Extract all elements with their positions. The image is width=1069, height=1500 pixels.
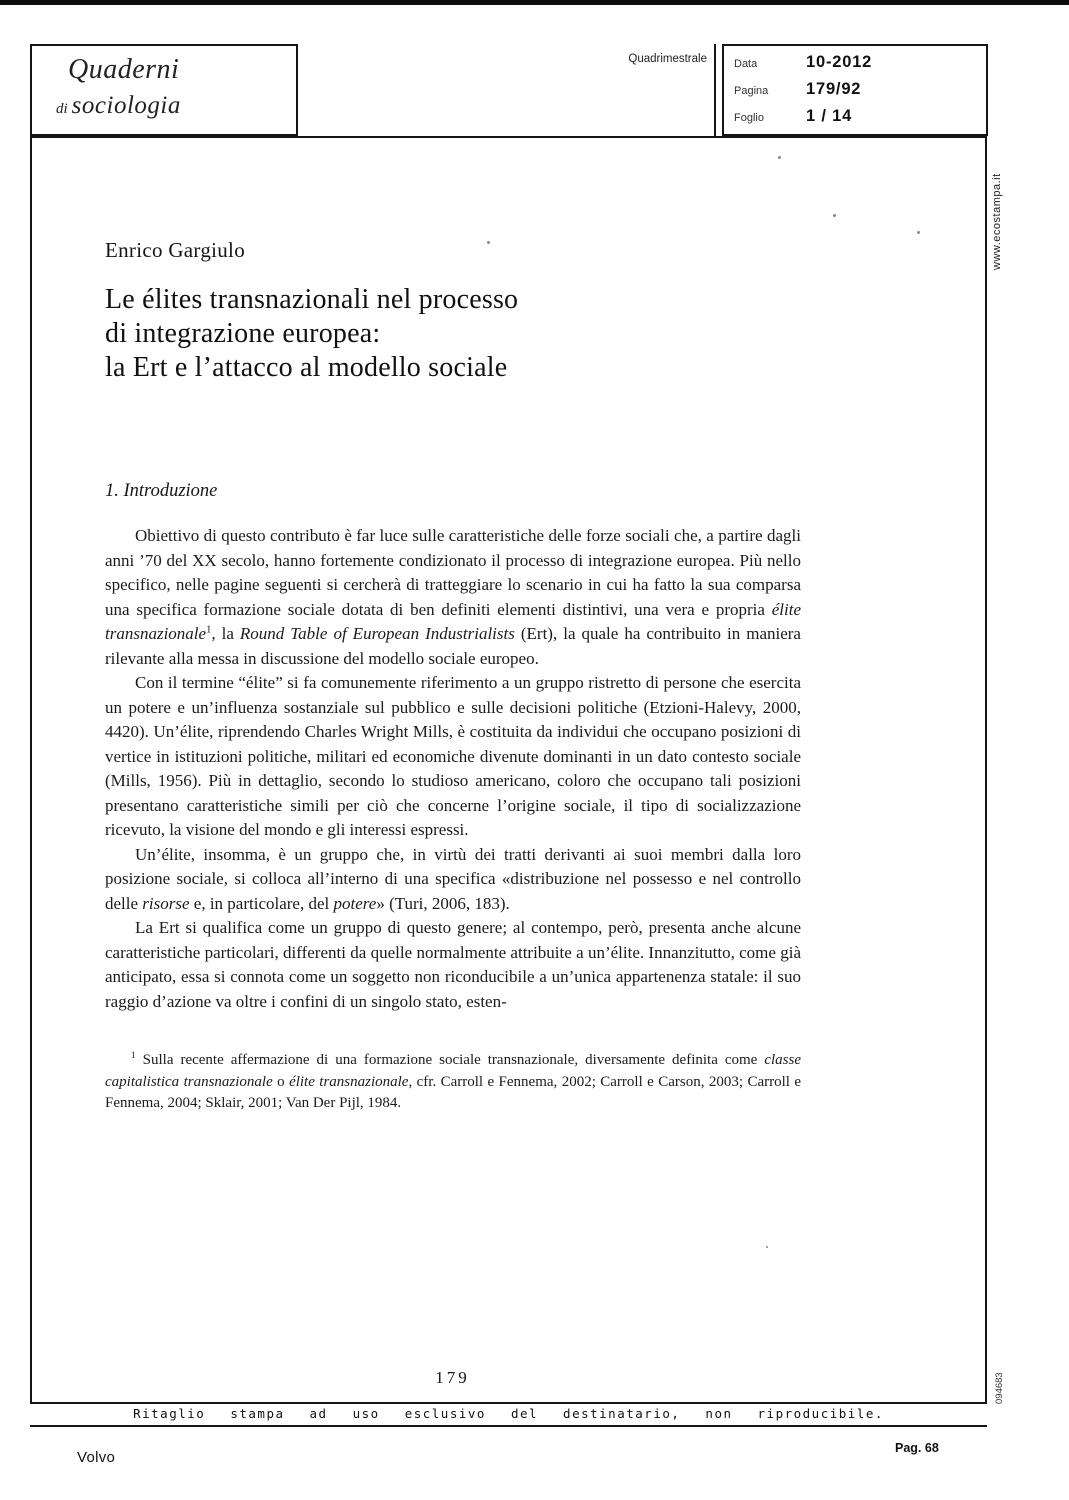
masthead-title-top: Quaderni bbox=[68, 54, 180, 85]
article-frame bbox=[30, 136, 987, 1404]
meta-field-foglio bbox=[734, 107, 986, 127]
paragraph-1: Obiettivo di questo contributo è far luce sulle caratteristiche delle forze sociali che, a partire dagli anni ’70 del XX secolo, hanno fortemente condizionato il processo di integrazione europea. Più nello specifico, nelle pagine seguenti si cercherà di tratteggiare lo scenario in cui ha fatto la sua comparsa una specifica formazione sociale dotata di ben definiti elementi distintivi, una vera e propria élite transnazionale$^1$, la Round Table of European Industrialists (Ert), la quale ha contribuito in maniera rilevante alla messa in discussione del modello sociale europeo. bbox=[105, 526, 801, 668]
scan-artifact bbox=[917, 231, 920, 234]
journal-masthead bbox=[30, 44, 298, 136]
scan-artifact bbox=[487, 241, 490, 244]
article-author: Enrico Gargiulo bbox=[105, 238, 245, 262]
meta-field-pagina bbox=[734, 80, 986, 100]
reproduction-disclaimer: Ritaglio stampa ad uso esclusivo del destinatario, non riproducibile. bbox=[30, 1406, 987, 1427]
scan-artifact bbox=[778, 156, 781, 159]
publication-frequency: Quadrimestrale bbox=[628, 53, 707, 65]
clipping-meta-box bbox=[722, 44, 988, 136]
clipping-page-ref: Pag. 68 bbox=[895, 1441, 939, 1455]
article-body bbox=[105, 524, 801, 1014]
paragraph-3: Un’élite, insomma, è un gruppo che, in virtù dei tratti derivanti ai suoi membri dalla loro posizione sociale, si colloca all’interno di una specifica «distribuzione nel possesso e nel controllo delle risorse e, in particolare, del potere» (Turi, 2006, 183). bbox=[105, 844, 801, 913]
footnote: $^1$ Sulla recente affermazione di una formazione sociale transnazionale, diversamente definita come classe capitalistica transnazionale o élite transnazionale, cfr. Carroll e Fennema, 2002; Carroll e Carson, 2003; Carroll e Fennema, 2004; Sklair, 2001; Van Der Pijl, 1984. bbox=[105, 1051, 801, 1111]
top-edge-rule bbox=[0, 0, 1069, 5]
paragraph-2: Con il termine “élite” si fa comunemente riferimento a un gruppo ristretto di persone che esercita un potere e un’influenza sostanziale sul pubblico e sulle decisioni politiche (Etzioni-Halevy, 2000, 4420). Un’élite, riprendendo Charles Wright Mills, è costituita da individui che occupano posizioni di vertice in istituzioni politiche, militari ed economiche divenute dominanti in un dato contesto sociale (Mills, 1956). Più in dettaglio, secondo lo studioso americano, coloro che occupano tali posizioni presentano caratteristiche simili per ciò che concerne l’origine sociale, il tipo di socializzazione ricevuto, la visione del mondo e gli interessi espressi. bbox=[105, 673, 801, 839]
meta-label-pagina: Pagina bbox=[734, 85, 769, 97]
meta-value-data: 10-2012 bbox=[806, 53, 873, 71]
masthead-title-prefix: di bbox=[56, 101, 68, 117]
meta-label-data: Data bbox=[734, 58, 758, 70]
header-divider-line bbox=[714, 44, 716, 136]
scan-artifact bbox=[833, 214, 836, 217]
client-brand-label: Volvo bbox=[77, 1449, 116, 1466]
article-title bbox=[105, 283, 801, 385]
paragraph-4: La Ert si qualifica come un gruppo di questo genere; al contempo, però, presenta anche alcune caratteristiche particolari, differenti da quelle normalmente attribuite a un’élite. Innanzitutto, come già anticipato, essa si connota come un soggetto non riconducibile a un’unica appartenenza statale: il suo raggio d’azione va oltre i confini di un singolo stato, esten- bbox=[105, 918, 801, 1011]
masthead-title-main: sociologia bbox=[71, 92, 181, 119]
meta-label-foglio: Foglio bbox=[734, 112, 764, 124]
clipping-code: 094683 bbox=[994, 1372, 1005, 1404]
masthead-title-bottom bbox=[56, 92, 181, 120]
scan-artifact bbox=[766, 1246, 768, 1248]
meta-field-data bbox=[734, 53, 986, 73]
section-heading: 1. Introduzione bbox=[105, 481, 218, 501]
meta-value-foglio: 1 / 14 bbox=[806, 107, 853, 125]
ecostampa-watermark: www.ecostampa.it bbox=[991, 173, 1003, 270]
meta-value-pagina: 179/92 bbox=[806, 80, 862, 98]
article-title-line-1: Le élites transnazionali nel processo bbox=[105, 284, 519, 315]
article-title-line-3: la Ert e l’attacco al modello sociale bbox=[105, 352, 508, 383]
article-title-line-2: di integrazione europea: bbox=[105, 318, 381, 349]
page-number: 179 bbox=[435, 1368, 470, 1387]
